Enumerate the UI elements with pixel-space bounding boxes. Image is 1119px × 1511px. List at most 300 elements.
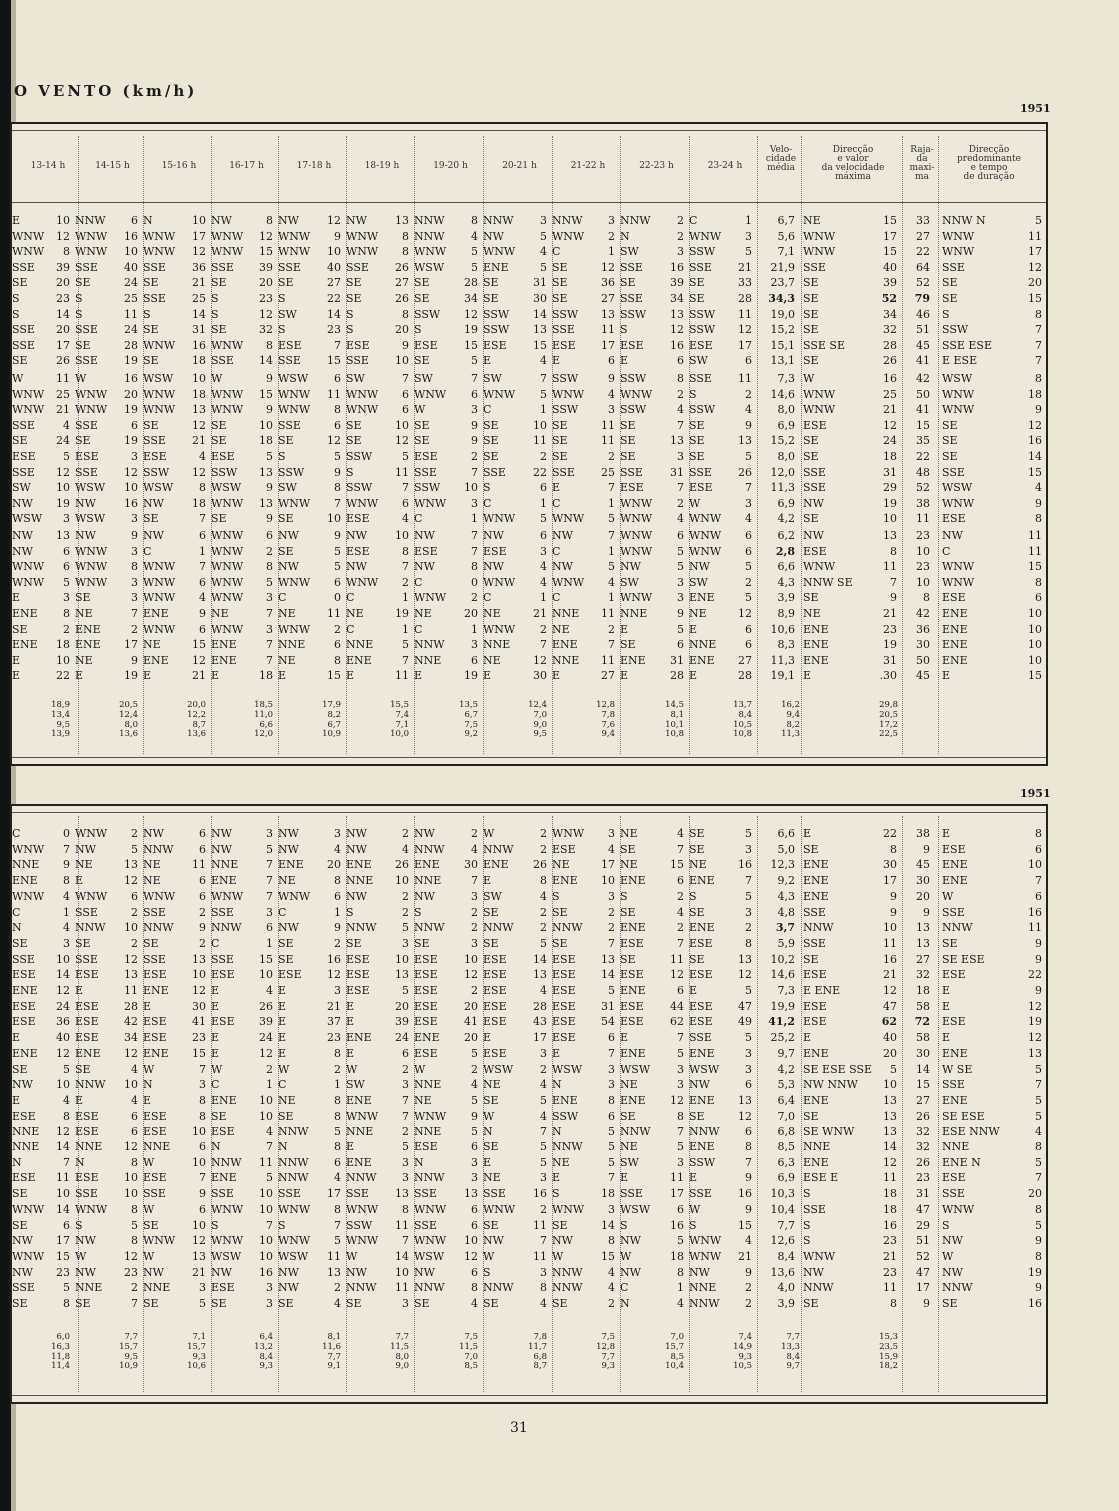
hourly-speed: 15 [56, 1249, 70, 1263]
hourly-speed: 6 [402, 496, 409, 510]
table-row [0, 450, 1040, 464]
prevailing-duration: 7 [1035, 1078, 1042, 1092]
hourly-direction: ENE [689, 1093, 715, 1107]
hourly-direction: WNW [278, 622, 311, 636]
hourly-direction: SSE [414, 1187, 437, 1201]
hourly-direction: ESE [483, 1046, 507, 1060]
hourly-direction: WNW [620, 544, 653, 558]
max-velocity-value: 19 [883, 496, 897, 510]
average-value: 7,0 [464, 1351, 478, 1362]
prevailing-duration: 12 [1028, 999, 1042, 1013]
hourly-speed: 7 [677, 418, 684, 432]
average-value: 11,0 [254, 709, 273, 720]
hourly-speed: 7 [402, 1109, 409, 1123]
max-velocity-value: 7 [890, 575, 897, 589]
max-velocity-direction: NNW [803, 1281, 834, 1295]
average-value: 8,4 [259, 1351, 273, 1362]
mean-velocity: 8,0 [777, 450, 795, 463]
table-row [0, 843, 1040, 857]
hourly-speed: 8 [402, 307, 409, 321]
hourly-direction: SSW [414, 481, 441, 495]
hourly-direction: SE [552, 418, 568, 432]
hourly-speed: 5 [63, 1281, 70, 1295]
prevailing-duration: 15 [1028, 560, 1042, 574]
mean-velocity: 4,2 [777, 512, 795, 526]
hourly-speed: 17 [738, 338, 752, 352]
hourly-direction: SE [278, 434, 294, 448]
hourly-speed: 3 [266, 622, 273, 636]
hourly-speed: 3 [266, 591, 273, 605]
average-value: 6,6 [259, 719, 273, 730]
hourly-direction: SSE [689, 1031, 712, 1045]
max-velocity-value: 22 [883, 827, 897, 840]
hourly-direction: WNW [211, 245, 244, 259]
hourly-speed: 12 [395, 434, 409, 448]
velocity-header-line: média [767, 163, 795, 173]
hourly-direction: NW [143, 827, 164, 840]
max-gust: 26 [916, 1109, 930, 1123]
hourly-speed: 42 [124, 1015, 138, 1029]
hourly-speed: 20 [259, 276, 273, 290]
hourly-direction: ENE [414, 1031, 440, 1045]
hourly-speed: 11 [327, 607, 341, 620]
prevailing-duration: 8 [1035, 1140, 1042, 1153]
max-gust: 35 [916, 434, 930, 448]
hourly-speed: 8 [402, 229, 409, 243]
average-value: 20,5 [879, 709, 898, 720]
prevailing-direction: SSE ESE [942, 338, 992, 352]
hourly-direction: ESE [689, 1015, 713, 1029]
hourly-direction: SE [414, 434, 430, 448]
hourly-direction: SW [483, 889, 502, 903]
max-velocity-value: 13 [883, 1109, 897, 1123]
hourly-direction: S [414, 323, 422, 337]
prevailing-duration: 5 [1035, 1218, 1042, 1232]
table-row [0, 906, 1040, 920]
hourly-direction: NE [620, 858, 638, 872]
hourly-direction: E [483, 669, 492, 683]
hourly-speed: 7 [471, 544, 478, 558]
hourly-speed: 5 [608, 1155, 615, 1169]
max-velocity-value: 23 [883, 1265, 897, 1279]
hourly-direction: SE [414, 418, 430, 432]
average-value: 11,6 [322, 1341, 341, 1352]
hourly-speed: 11 [192, 858, 206, 872]
prevailing-duration: 11 [1028, 921, 1042, 935]
hourly-speed: 24 [56, 999, 70, 1013]
table-row [0, 545, 1040, 559]
hourly-direction: ESE [620, 936, 644, 950]
hourly-speed: 4 [471, 842, 478, 856]
hour-column-header: 16-17 h [229, 161, 264, 171]
hourly-direction: SE [75, 591, 91, 605]
hourly-direction: NNW [346, 921, 377, 935]
hourly-speed: 1 [608, 245, 615, 259]
hourly-direction: ESE [414, 338, 438, 352]
max-gust: 31 [916, 1187, 930, 1201]
prevailing-direction: E ESE [942, 354, 978, 368]
max-velocity-direction: ESE [803, 418, 827, 432]
hourly-direction: WSW [211, 1249, 242, 1263]
hourly-direction: C [211, 1078, 220, 1092]
max-velocity-value: 12 [883, 1155, 897, 1169]
hourly-direction: E [75, 1093, 84, 1107]
hourly-direction: ENE [143, 653, 169, 667]
hourly-direction: ENE [143, 1046, 169, 1060]
prevailing-duration: 6 [1035, 591, 1042, 605]
prevailing-direction: SE [942, 1297, 958, 1310]
hourly-speed: 10 [259, 418, 273, 432]
hourly-direction: SE [278, 1109, 294, 1123]
average-value: 10,1 [665, 719, 684, 730]
hourly-direction: SE [211, 276, 227, 290]
hourly-direction: NW [278, 560, 299, 574]
hourly-speed: 11 [533, 434, 547, 448]
table-row [0, 1234, 1040, 1248]
table-row [0, 372, 1040, 386]
prevailing-direction: SSW [942, 323, 969, 337]
mean-velocity: 7,1 [777, 245, 795, 259]
hourly-speed: 3 [63, 591, 70, 605]
hourly-speed: 12 [738, 323, 752, 337]
hourly-direction: SSE [75, 1187, 98, 1201]
hourly-direction: NE [552, 858, 570, 872]
table-row [0, 1094, 1040, 1108]
max-gust: 15 [916, 418, 930, 432]
hourly-direction: SE [620, 450, 636, 463]
hourly-speed: 40 [56, 1031, 70, 1045]
hourly-speed: 6 [199, 842, 206, 856]
hourly-direction: E [143, 1093, 152, 1107]
hourly-direction: SE [346, 418, 362, 432]
table-year: 1951 [1020, 787, 1051, 800]
hourly-direction: SW [346, 1078, 365, 1092]
hourly-speed: 23 [192, 1031, 206, 1045]
start-direction: NW [12, 529, 33, 542]
average-value: 18,9 [51, 700, 70, 710]
average-value: 17,2 [879, 719, 898, 730]
start-direction: E [12, 653, 21, 667]
hourly-speed: 2 [199, 905, 206, 919]
hourly-speed: 7 [131, 607, 138, 620]
average-value: 22,5 [879, 729, 898, 740]
hourly-speed: 4 [199, 591, 206, 605]
hourly-direction: WNW [75, 544, 108, 558]
hour-column-header: 17-18 h [296, 161, 332, 171]
hourly-direction: NNW [689, 1125, 720, 1139]
hourly-direction: E [75, 874, 84, 888]
hourly-direction: SE [211, 323, 227, 337]
mean-velocity: 6,9 [777, 496, 795, 510]
hourly-speed: 31 [192, 323, 206, 337]
hourly-direction: ENE [211, 638, 237, 652]
hourly-speed: 5 [471, 1125, 478, 1139]
hourly-direction: S [75, 1218, 83, 1232]
hourly-speed: 4 [266, 1125, 273, 1139]
hourly-direction: C [552, 544, 561, 558]
hourly-speed: 5 [540, 512, 547, 526]
hourly-direction: WSW [278, 1249, 309, 1263]
hourly-direction: NW [552, 1234, 573, 1248]
hourly-speed: 6 [402, 1046, 409, 1060]
hourly-speed: 4 [540, 889, 547, 903]
hourly-speed: 12 [601, 260, 615, 274]
prevailing-duration: 15 [1028, 292, 1042, 305]
hourly-direction: ESE [211, 450, 235, 463]
prevailing-direction: NNE [942, 1140, 970, 1153]
hourly-speed: 9 [266, 372, 273, 385]
hourly-direction: S [414, 905, 422, 919]
hourly-direction: SSE [346, 354, 369, 368]
max-gust: 26 [916, 1155, 930, 1169]
hourly-speed: 9 [199, 607, 206, 620]
start-direction: SSE [12, 338, 35, 352]
hourly-speed: 2 [540, 842, 547, 856]
average-value: 8,1 [327, 1332, 341, 1342]
hourly-direction: WNW [552, 229, 585, 243]
prevailing-duration: 12 [1028, 260, 1042, 274]
hourly-speed: 5 [266, 575, 273, 589]
max-velocity-direction: NW [803, 1265, 824, 1279]
table-row [0, 529, 1040, 543]
average-value: 12,2 [187, 709, 206, 720]
averages-block [0, 1333, 1040, 1373]
hourly-speed: 17 [670, 1187, 684, 1201]
hourly-direction: ESE [483, 984, 507, 997]
hourly-speed: 4 [677, 827, 684, 840]
hourly-speed: 6 [471, 1202, 478, 1216]
hourly-speed: 17 [192, 229, 206, 243]
hourly-speed: 8 [402, 1202, 409, 1216]
hourly-direction: SE [143, 418, 159, 432]
hourly-speed: 12 [259, 307, 273, 321]
hourly-speed: 3 [608, 214, 615, 227]
hourly-direction: SE [552, 276, 568, 290]
hourly-speed: 10 [464, 481, 478, 495]
max-velocity-value: 10 [883, 512, 897, 526]
prevailing-duration: 9 [1035, 1234, 1042, 1248]
hourly-speed: 20 [464, 1031, 478, 1045]
hourly-speed: 10 [395, 874, 409, 888]
hourly-speed: 2 [402, 827, 409, 840]
hourly-direction: SE [278, 952, 294, 966]
hourly-direction: C [414, 512, 423, 526]
hourly-direction: ESE [75, 1031, 99, 1045]
hourly-speed: 12 [464, 1249, 478, 1263]
hourly-speed: 7 [677, 936, 684, 950]
hourly-direction: WNW [414, 1202, 447, 1216]
prevailing-direction: SSE [942, 260, 965, 274]
max-gust: 9 [923, 905, 930, 919]
hourly-speed: 28 [738, 669, 752, 683]
hourly-speed: 8 [608, 1093, 615, 1107]
hourly-speed: 4 [471, 229, 478, 243]
hourly-direction: NNW [620, 1125, 651, 1139]
hourly-speed: 3 [63, 936, 70, 950]
prevailing-direction: ENE [942, 1046, 968, 1060]
hourly-direction: WSW [75, 481, 106, 495]
hourly-speed: 2 [745, 387, 752, 401]
hourly-speed: 9 [266, 403, 273, 417]
hourly-speed: 27 [601, 292, 615, 305]
hourly-speed: 39 [259, 1015, 273, 1029]
hourly-speed: 34 [124, 1031, 138, 1045]
hourly-direction: SE [278, 1297, 294, 1310]
hourly-speed: 4 [608, 1281, 615, 1295]
hourly-direction: WNW [278, 245, 311, 259]
hourly-speed: 8 [334, 1046, 341, 1060]
mean-velocity: 5,0 [777, 842, 795, 856]
hourly-speed: 5 [471, 1093, 478, 1107]
hourly-speed: 23 [259, 292, 273, 305]
hourly-direction: NW [346, 842, 367, 856]
max-velocity-value: 16 [883, 952, 897, 966]
hourly-speed: 7 [608, 1171, 615, 1185]
max-velocity-value: 9 [890, 591, 897, 605]
hourly-speed: 5 [540, 936, 547, 950]
max-velocity-direction: WNW [803, 229, 836, 243]
hourly-direction: WNW [278, 1202, 311, 1216]
hourly-speed: 6 [677, 529, 684, 542]
hourly-speed: 1 [334, 905, 341, 919]
hourly-direction: SE [620, 905, 636, 919]
hourly-direction: ENE [211, 653, 237, 667]
max-gust: 45 [916, 669, 930, 683]
max-velocity-value: 47 [883, 999, 897, 1013]
hourly-direction: NE [143, 874, 161, 888]
hourly-direction: NE [552, 622, 570, 636]
max-velocity-direction: ENE [803, 889, 829, 903]
hourly-speed: 2 [402, 889, 409, 903]
hourly-speed: 7 [402, 560, 409, 574]
hourly-speed: 6 [131, 418, 138, 432]
hourly-speed: 10 [56, 653, 70, 667]
hourly-direction: SE [414, 276, 430, 290]
hourly-speed: 11 [327, 1249, 341, 1263]
hourly-speed: 5 [131, 842, 138, 856]
hourly-speed: 7 [266, 889, 273, 903]
hourly-speed: 6 [334, 1155, 341, 1169]
prevailing-duration: 22 [1028, 968, 1042, 982]
hourly-speed: 26 [395, 292, 409, 305]
max-velocity-direction: ESE [803, 544, 827, 558]
hourly-speed: 2 [199, 936, 206, 950]
hourly-direction: SW [620, 575, 639, 589]
hourly-direction: SE [346, 292, 362, 305]
velocity-header-line: cidade [765, 154, 797, 164]
hourly-speed: 21 [192, 1265, 206, 1279]
hour-column-header: 21-22 h [570, 161, 606, 171]
hourly-direction: SE [620, 418, 636, 432]
hourly-speed: 5 [540, 260, 547, 274]
hourly-speed: 10 [395, 418, 409, 432]
hourly-speed: 24 [124, 323, 138, 337]
hourly-speed: 62 [670, 1015, 684, 1029]
hourly-direction: NNW [143, 921, 174, 935]
hourly-direction: WSW [620, 1062, 651, 1076]
prevailing-direction: SE [942, 450, 958, 463]
hourly-speed: 11 [124, 307, 138, 321]
hourly-direction: WNW [211, 575, 244, 589]
table-row [0, 827, 1040, 841]
hourly-speed: 15 [259, 952, 273, 966]
hourly-direction: E [211, 669, 220, 683]
prevailing-duration: 11 [1028, 229, 1042, 243]
hourly-speed: 5 [334, 1234, 341, 1248]
hourly-direction: SE [346, 936, 362, 950]
hourly-direction: ESE [346, 544, 370, 558]
hour-column-header: 20-21 h [502, 161, 537, 171]
hourly-direction: NNE [211, 858, 239, 872]
page-number: 31 [510, 1420, 528, 1436]
hourly-speed: 1 [402, 622, 409, 636]
hourly-speed: 10 [327, 512, 341, 526]
hourly-speed: 12 [124, 952, 138, 966]
hourly-speed: 4 [608, 387, 615, 401]
hourly-direction: NNE [414, 874, 442, 888]
max-velocity-value: 13 [883, 1093, 897, 1107]
hourly-direction: W [346, 1249, 358, 1263]
hourly-direction: NNE [552, 653, 580, 667]
hourly-direction: SE [346, 434, 362, 448]
hourly-speed: 5 [677, 622, 684, 636]
hourly-speed: 3 [677, 1155, 684, 1169]
mean-velocity: 9,2 [777, 874, 795, 888]
max-velocity-value: 23 [883, 1234, 897, 1248]
hour-column-header: 13-14 h [30, 161, 66, 171]
hourly-direction: SSE [75, 465, 98, 479]
hourly-speed: 6 [745, 529, 752, 542]
hourly-direction: NNW [346, 1281, 377, 1295]
hourly-direction: S [211, 1218, 219, 1232]
hourly-direction: WNW [346, 403, 379, 417]
hourly-direction: NNE [689, 638, 717, 652]
hourly-speed: 8 [402, 245, 409, 259]
table-year: 1951 [1020, 102, 1051, 115]
hourly-direction: NW [414, 827, 435, 840]
hourly-speed: 3 [131, 450, 138, 463]
hourly-speed: 5 [677, 1140, 684, 1153]
hourly-direction: SE [689, 827, 705, 840]
prevailing-duration: 7 [1035, 323, 1042, 337]
hourly-direction: NW [143, 496, 164, 510]
hourly-speed: 10 [124, 921, 138, 935]
hourly-speed: 28 [124, 999, 138, 1013]
table-row [0, 984, 1040, 998]
hourly-speed: 14 [56, 968, 70, 982]
hourly-speed: 15 [464, 338, 478, 352]
hourly-speed: 6 [540, 481, 547, 495]
hourly-direction: SE [552, 450, 568, 463]
max-velocity-value: 18 [883, 450, 897, 463]
table-row [0, 654, 1040, 668]
hourly-speed: 6 [131, 1109, 138, 1123]
hourly-direction: WNW [75, 229, 108, 243]
hourly-direction: ESE [278, 968, 302, 982]
max-gust: 48 [916, 465, 930, 479]
hourly-speed: 6 [334, 418, 341, 432]
hourly-speed: 4 [745, 1234, 752, 1248]
average-value: 7,0 [670, 1332, 684, 1342]
hourly-direction: S [620, 1218, 628, 1232]
hourly-direction: SW [278, 307, 297, 321]
hourly-direction: NW [552, 529, 573, 542]
max-velocity-direction: SE [803, 307, 819, 321]
hourly-direction: C [483, 496, 492, 510]
hourly-direction: S [483, 1265, 491, 1279]
max-gust: 9 [923, 842, 930, 856]
table-row [0, 1203, 1040, 1217]
